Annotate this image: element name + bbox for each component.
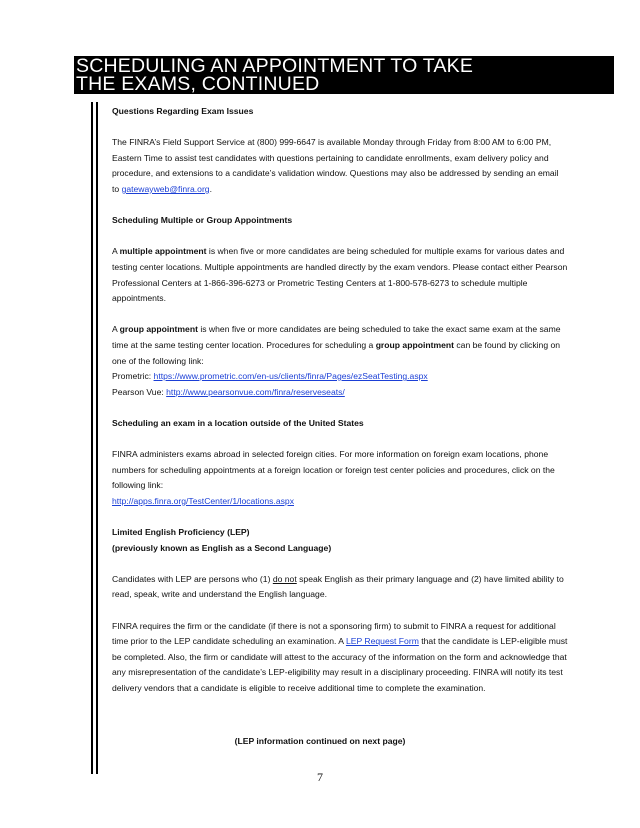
paragraph-text: A [112,324,120,335]
paragraph-text: . [209,183,212,194]
heading-exam-issues: Questions Regarding Exam Issues [112,106,254,116]
term-multiple-appointment: multiple appointment [119,246,207,257]
finra-test-center-link[interactable]: http://apps.finra.org/TestCenter/1/locations.aspx [112,495,294,506]
paragraph-text: A [112,246,120,257]
paragraph-text: The FINRA’s Field Support Service at (800) 999-6647 is available Monday through Friday from 8:00 AM to 6:00 PM, Eastern Time to assist test candidates with questions pertaining to candidate enrollments, exam delivery policy and procedure, and extensions to a candidate’s validation window. Questions may also be addressed by sending an email to [112,137,559,194]
paragraph-exam-issues [112,135,568,197]
page-title-line-1: SCHEDULING AN APPOINTMENT TO TAKE [76,55,474,77]
paragraph-foreign-location: FINRA administers exams abroad in selected foreign cities. For more information on foreign exam locations, phone numbers for scheduling appointments at a foreign location or foreign test center policies and procedures, click on the following link: [112,449,555,491]
paragraph-text: is when five or more candidates are being scheduled to take the exact same exam at the same time at the same testing center location. Procedures for scheduling a [112,324,561,350]
left-margin-rule [91,102,93,774]
heading-lep: Limited English Proficiency (LEP) [112,527,250,538]
heading-lep-subtitle: (previously known as English as a Second Language) [112,542,332,553]
left-margin-rule-inner [96,102,98,774]
paragraph-lep-definition [112,572,568,603]
pearson-vue-link[interactable]: http://www.pearsonvue.com/finra/reserveseats/ [166,386,345,397]
heading-multiple-group: Scheduling Multiple or Group Appointments [112,215,293,226]
prometric-label: Prometric: [112,371,154,382]
paragraph-text: FINRA requires the firm or the candidate (if there is not a sponsoring firm) to submit to FINRA a request for additional time prior to the LEP candidate scheduling an examination. A [112,620,556,647]
document-body [112,104,568,712]
paragraph-lep-requirements [112,619,568,697]
emphasis-do-not: do not [272,573,297,584]
prometric-link[interactable]: https://www.prometric.com/en-us/clients/finra/Pages/ezSeatTesting.aspx [153,371,428,382]
continued-note: (LEP information continued on next page) [234,736,406,746]
page-number: 7 [317,770,323,784]
pearson-label: Pearson Vue: [112,386,167,397]
lep-request-form-link[interactable]: LEP Request Form [345,636,419,647]
term-group-appointment: group appointment [119,324,198,335]
section-title-banner [74,56,614,94]
heading-foreign-location: Scheduling an exam in a location outside of the United States [112,417,364,428]
paragraph-text: that the candidate is LEP-eligible must be completed. Also, the firm or candidate will attest to the accuracy of the information on the form and acknowledge that any misrepresentation of the candidate’s LEP-eligibility may result in a disciplinary proceeding. FINRA will notify its test delivery vendors that a candidate is eligible to receive additional time to complete the examination. [112,636,568,693]
page-title-line-2: THE EXAMS, CONTINUED [76,73,320,95]
paragraph-text: is when five or more candidates are being scheduled for multiple exams for various dates and testing center locations. Multiple appointments are handled directly by the exam vendors. Please contact either Pearson Professional Centers at 1-866-396-6273 or Prometric Testing Centers at 1-800-578-6273 to schedule multiple appointments. [112,246,568,304]
pearson-link-line [112,385,568,401]
paragraph-multiple-appointment [112,244,568,306]
paragraph-text: Candidates with LEP are persons who (1) [112,573,273,584]
prometric-link-line [112,369,568,385]
email-link-gatewayweb[interactable]: gatewayweb@finra.org [121,183,210,194]
paragraph-group-appointment [112,322,568,369]
paragraph-text: can be found by clicking on one of the following link: [112,339,561,366]
foreign-link-line [112,494,568,510]
paragraph-text: speak English as their primary language and (2) have limited ability to read, speak, write and understand the English language. [112,573,564,600]
term-group-appointment-2: group appointment [375,339,454,350]
